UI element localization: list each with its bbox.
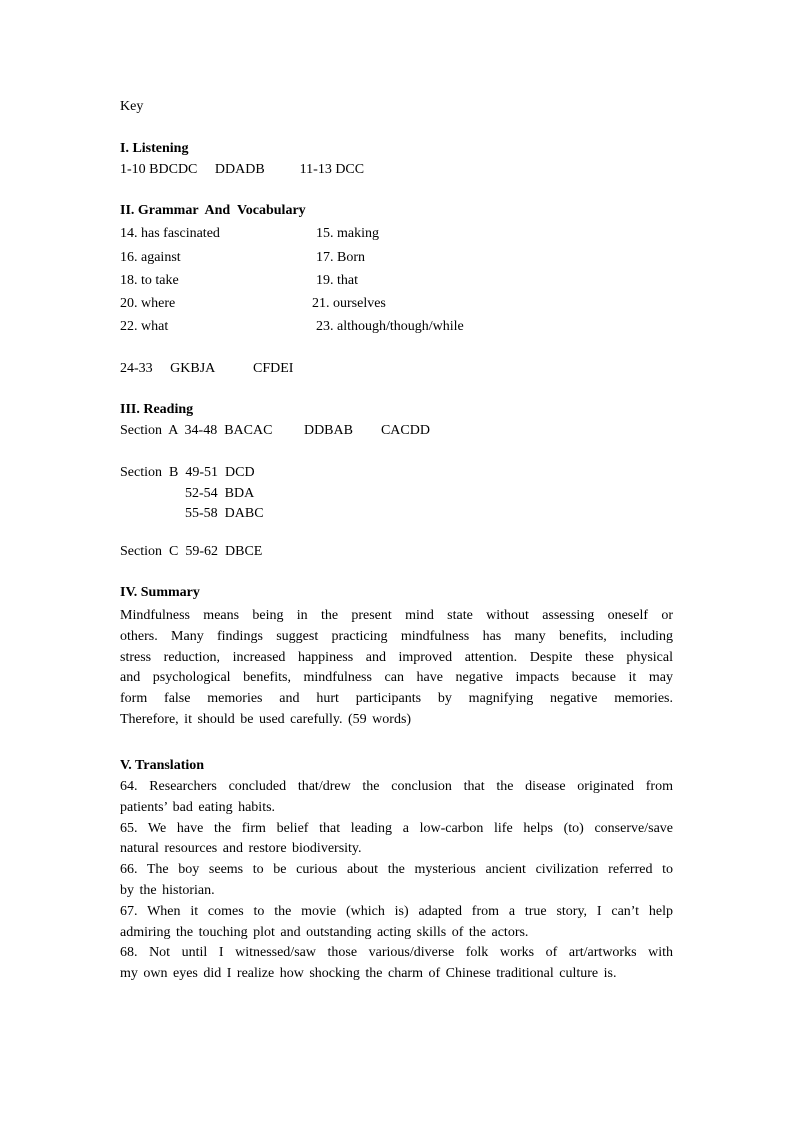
translation-line: by the historian. xyxy=(120,882,215,898)
translation-line: 65. We have the firm belief that leading a low-carbon life helps (to) conserve/save xyxy=(120,820,673,836)
grammar-answer: 18. to take xyxy=(120,273,179,288)
translation-list xyxy=(120,777,673,985)
summary-line: and psychological benefits, mindfulness can have negative impacts because it may xyxy=(120,670,673,686)
translation-line: natural resources and restore biodiversity. xyxy=(120,841,362,857)
summary-line: Therefore, it should be used carefully. (59 words) xyxy=(120,711,412,727)
grammar-answer: 14. has fascinated xyxy=(120,226,220,241)
translation-line: 67. When it comes to the movie (which is) adapted from a true story, I can’t help xyxy=(120,903,673,919)
summary-paragraph xyxy=(120,606,673,731)
reading-section-a: Section A 34-48 BACAC DDBAB CACDD xyxy=(120,423,430,438)
translation-line: admiring the touching plot and outstanding acting skills of the actors. xyxy=(120,924,529,940)
reading-section-c: Section C 59-62 DBCE xyxy=(120,544,263,559)
grammar-answer: 17. Born xyxy=(316,250,365,265)
grammar-answer: 15. making xyxy=(316,226,379,241)
reading-section-b-line3: 55-58 DABC xyxy=(185,506,264,521)
translation-heading: V. Translation xyxy=(120,758,205,773)
summary-line: stress reduction, increased happiness and improved attention. Despite these physical xyxy=(120,649,673,665)
translation-line: patients’ bad eating habits. xyxy=(120,799,276,815)
grammar-answer: 16. against xyxy=(120,250,181,265)
summary-heading: IV. Summary xyxy=(120,585,200,600)
grammar-answer: 19. that xyxy=(316,273,358,288)
listening-answers: 1-10 BDCDC DDADB 11-13 DCC xyxy=(120,162,365,177)
vocabulary-answers: 24-33 GKBJA CFDEI xyxy=(120,361,294,376)
translation-line: my own eyes did I realize how shocking the charm of Chinese traditional culture is. xyxy=(120,966,617,982)
grammar-answer: 21. ourselves xyxy=(312,296,386,311)
page-title: Key xyxy=(120,99,144,114)
reading-section-b-line2: 52-54 BDA xyxy=(185,486,255,501)
grammar-heading: II. Grammar And Vocabulary xyxy=(120,203,306,218)
reading-heading: III. Reading xyxy=(120,402,194,417)
grammar-answer: 20. where xyxy=(120,296,176,311)
grammar-answer: 22. what xyxy=(120,319,169,334)
reading-section-b: Section B 49-51 DCD xyxy=(120,465,255,480)
summary-line: others. Many findings suggest practicing mindfulness has many benefits, including xyxy=(120,628,673,644)
grammar-answer: 23. although/though/while xyxy=(316,319,464,334)
translation-line: 64. Researchers concluded that/drew the conclusion that the disease originated from xyxy=(120,779,673,794)
translation-line: 68. Not until I witnessed/saw those various/diverse folk works of art/artworks with xyxy=(120,945,673,961)
listening-heading: I. Listening xyxy=(120,141,189,156)
summary-line: Mindfulness means being in the present mind state without assessing oneself or xyxy=(120,608,673,623)
summary-line: form false memories and hurt participants by magnifying negative memories. xyxy=(120,691,673,707)
translation-line: 66. The boy seems to be curious about the mysterious ancient civilization referred to xyxy=(120,862,673,878)
